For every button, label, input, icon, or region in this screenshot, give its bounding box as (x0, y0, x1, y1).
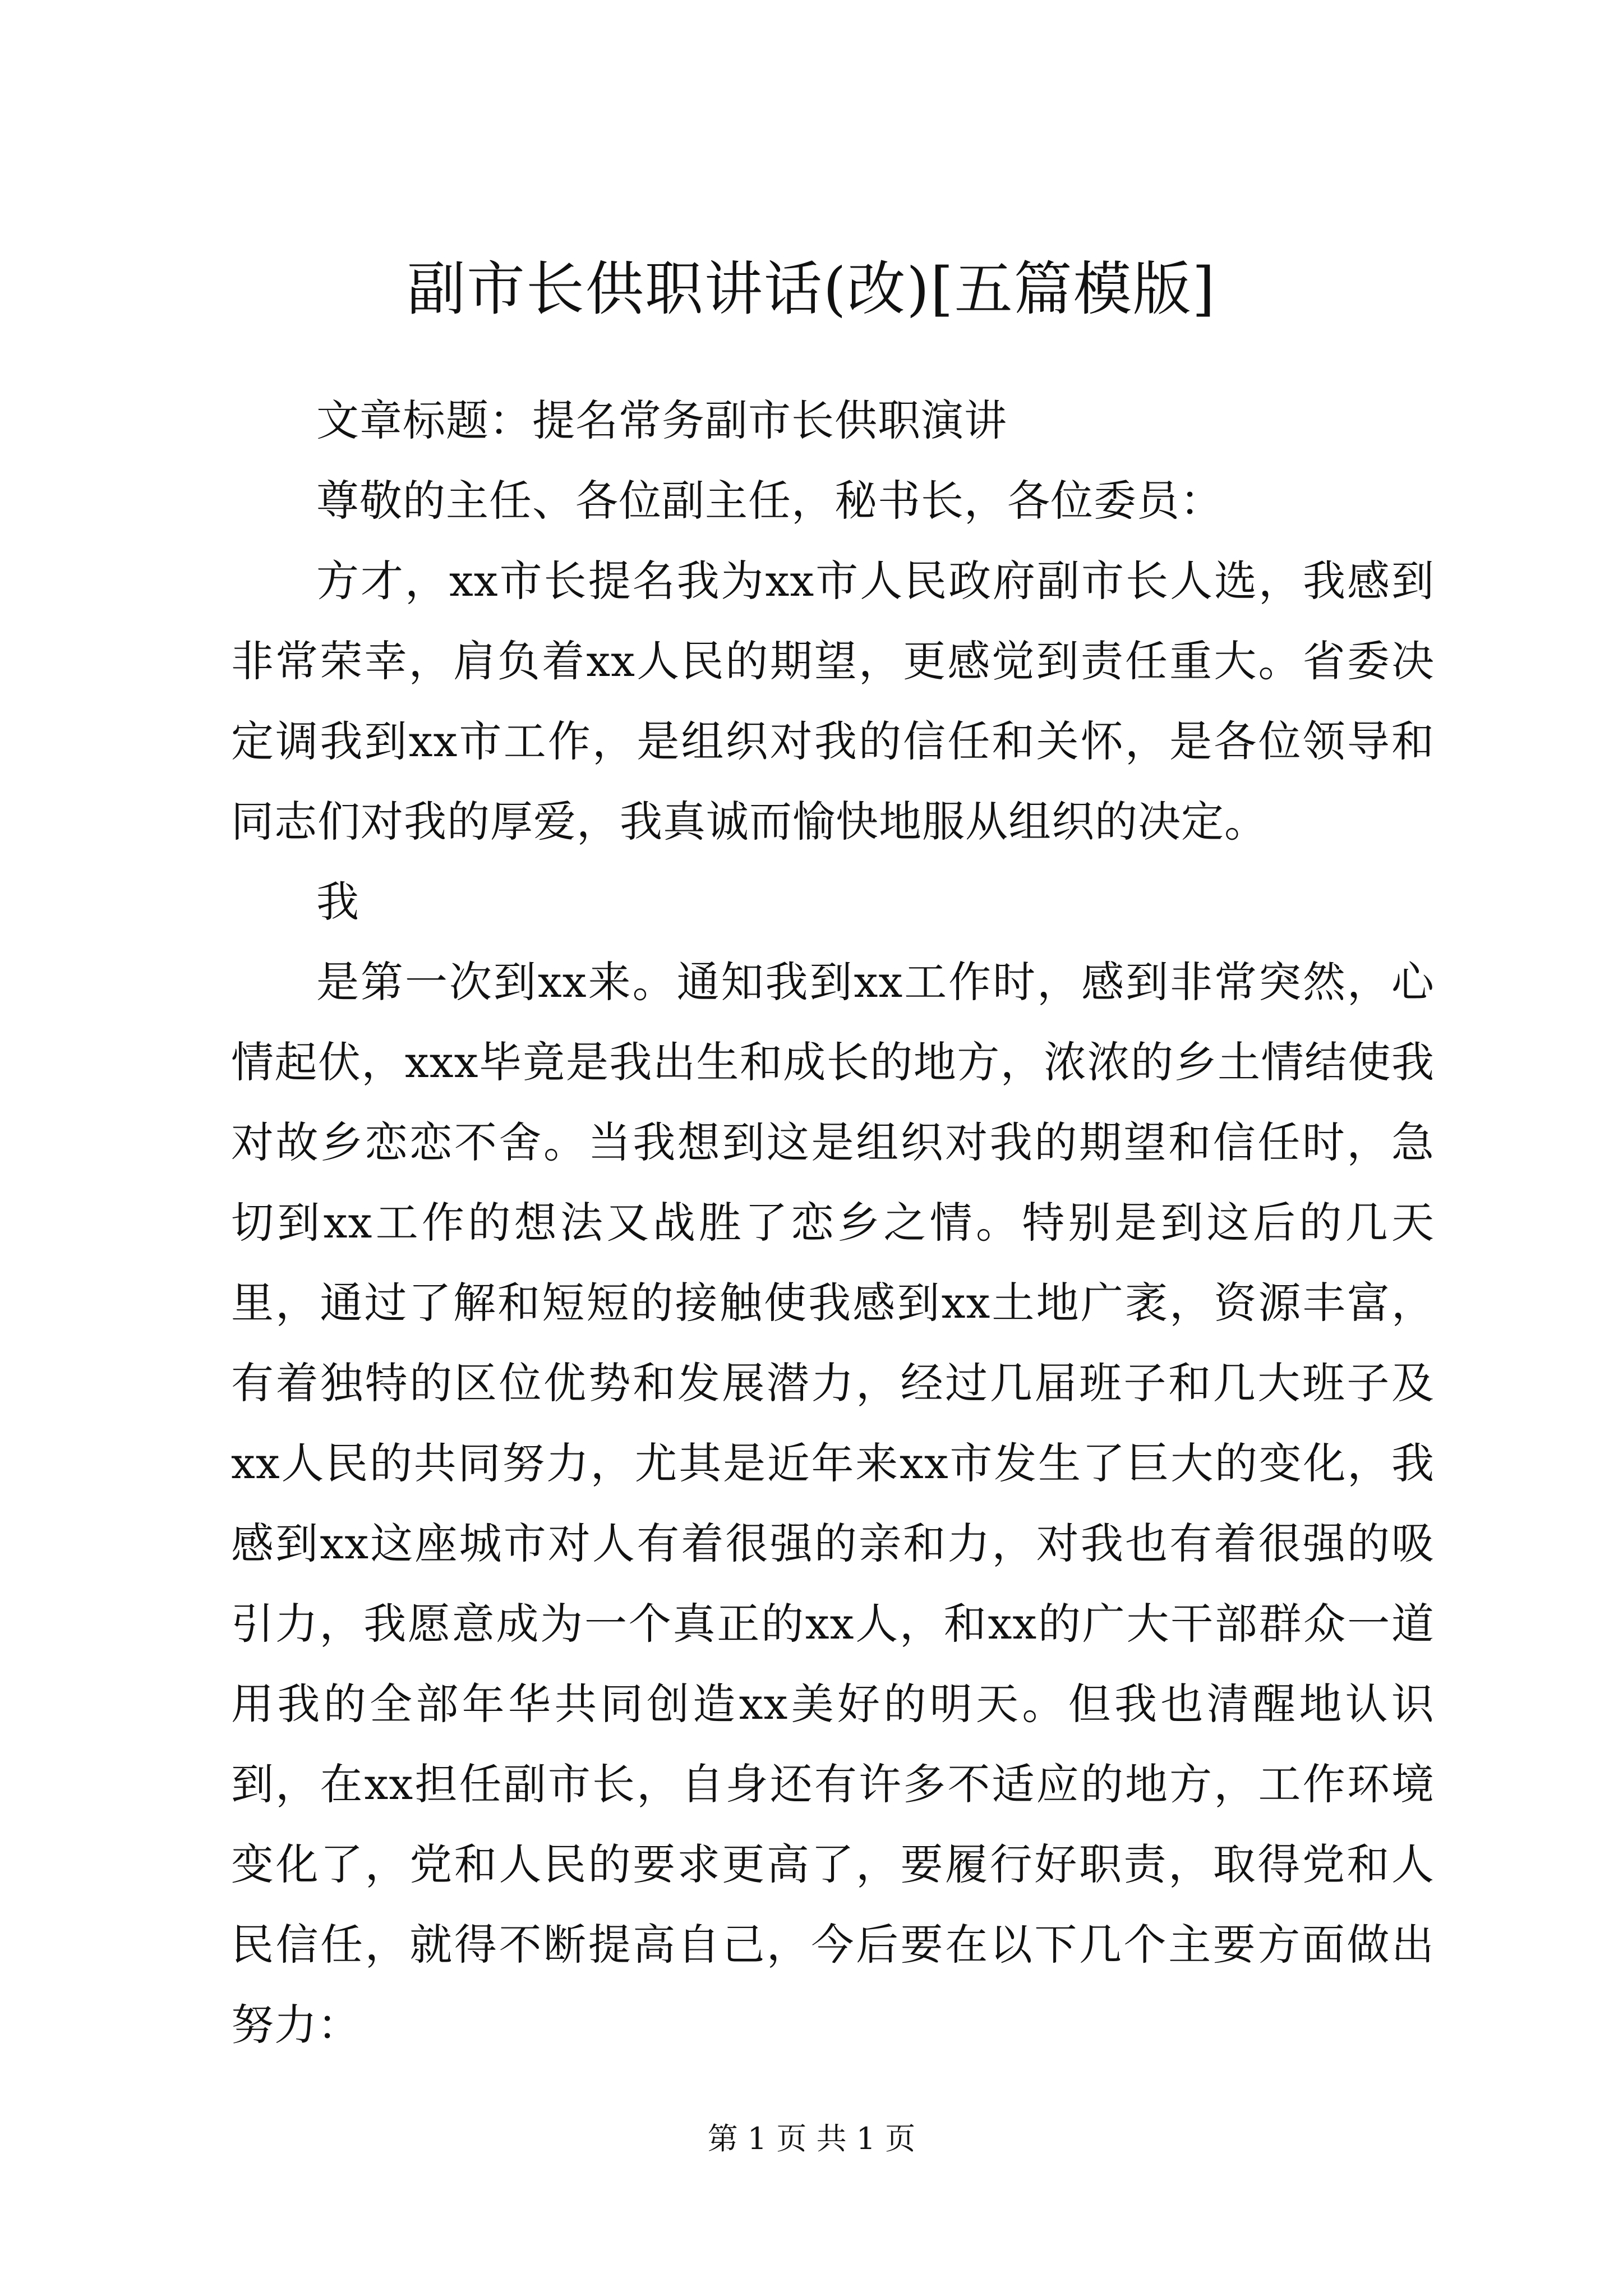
document-body (231, 380, 1435, 2065)
paragraph-main: 是第一次到xx来。通知我到xx工作时，感到非常突然，心情起伏，xxx毕竟是我出生和成长的地方，浓浓的乡土情结使我对故乡恋恋不舍。当我想到这是组织对我的期望和信任时，急切到xx工作的想法又战胜了恋乡之情。特别是到这后的几天里，通过了解和短短的接触使我感到xx土地广袤，资源丰富，有着独特的区位优势和发展潜力，经过几届班子和几大班子及xx人民的共同努力，尤其是近年来xx市发生了巨大的变化，我感到xx这座城市对人有着很强的亲和力，对我也有着很强的吸引力，我愿意成为一个真正的xx人，和xx的广大干部群众一道用我的全部年华共同创造xx美好的明天。但我也清醒地认识到，在xx担任副市长，自身还有许多不适应的地方，工作环境变化了，党和人民的要求更高了，要履行好职责，取得党和人民信任，就得不断提高自己，今后要在以下几个主要方面做出努力： (231, 957, 1435, 2050)
paragraph-article-title: 文章标题：提名常务副市长供职演讲 (316, 395, 1007, 445)
page-footer: 第 1 页 共 1 页 (707, 2121, 916, 2156)
document-title: 副市长供职讲话(改)[五篇模版] (407, 255, 1216, 323)
paragraph-opening: 方才，xx市长提名我为xx市人民政府副市长人选，我感到非常荣幸，肩负着xx人民的期望，更感觉到责任重大。省委决定调我到xx市工作，是组织对我的信任和关怀，是各位领导和同志们对我的厚爱，我真诚而愉快地服从组织的决定。 (231, 556, 1435, 846)
paragraph-fragment: 我 (316, 877, 359, 927)
paragraph-salutation: 尊敬的主任、各位副主任，秘书长，各位委员： (316, 476, 1223, 526)
